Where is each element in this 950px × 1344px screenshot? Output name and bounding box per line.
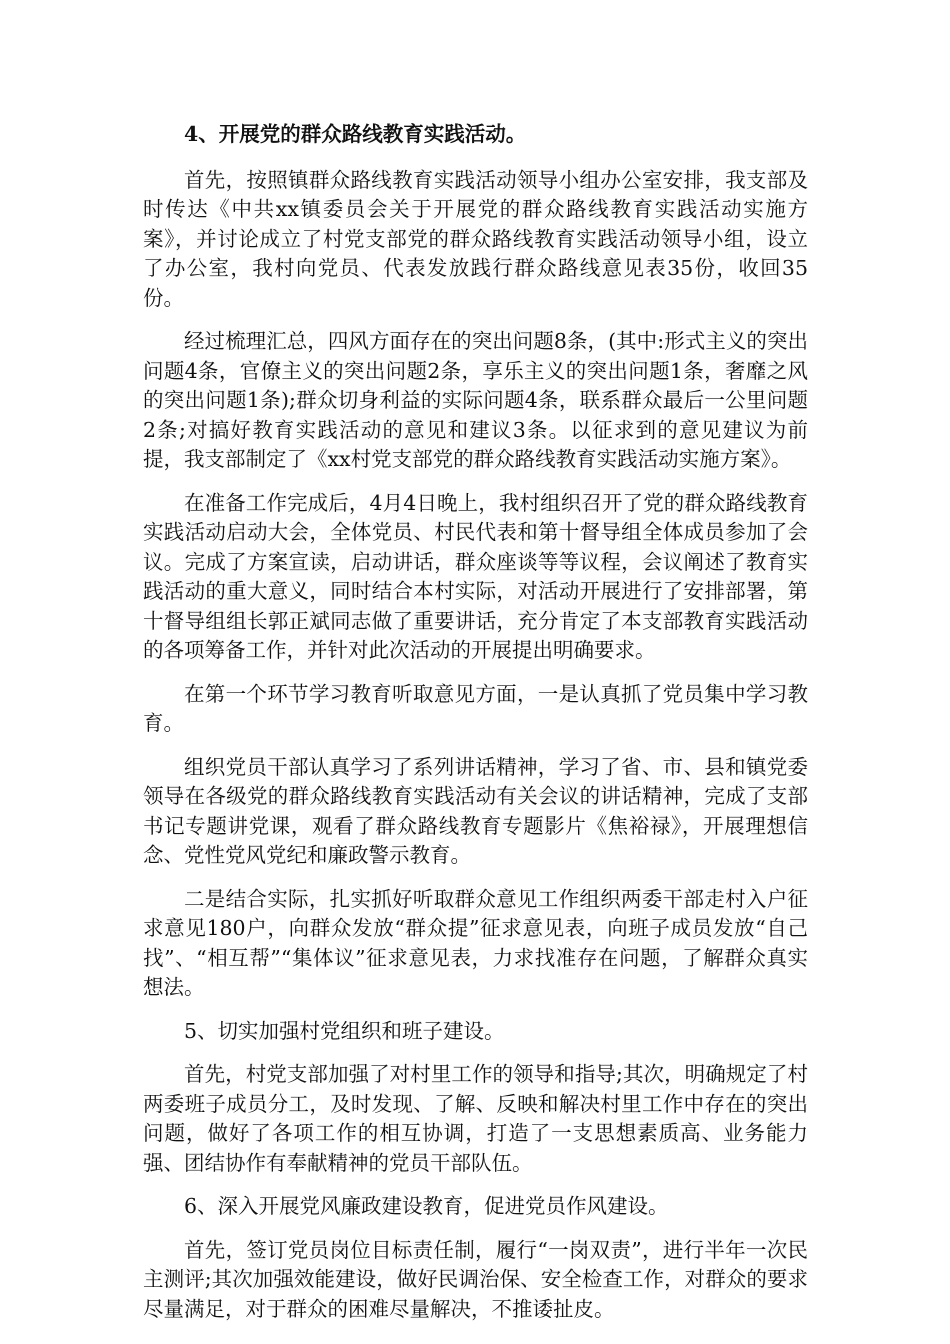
paragraph: 经过梳理汇总，四风方面存在的突出问题8条，(其中:形式主义的突出问题4条，官僚主义的突出问题2条，享乐主义的突出问题1条，奢靡之风的突出问题1条);群众切身利益的实际问题4条，联系群众最后一公里问题2条;对搞好教育实践活动的意见和建议3条。以征求到的意见建议为前提，我支部制定了《xx村党支部党的群众路线教育实践活动实施方案》。 [143,329,808,471]
section-heading-5: 5、切实加强村党组织和班子建设。 [184,1018,505,1043]
paragraph: 首先，签订党员岗位目标责任制，履行“一岗双责”，进行半年一次民主测评;其次加强效能建设，做好民调治保、安全检查工作，对群众的要求尽量满足，对于群众的困难尽量解决，不推诿扯皮。 [143,1237,808,1321]
paragraph: 在第一个环节学习教育听取意见方面，一是认真抓了党员集中学习教育。 [143,681,808,735]
section-heading-6: 6、深入开展党风廉政建设教育，促进党员作风建设。 [184,1194,669,1218]
section-heading-4: 4、开展党的群众路线教育实践活动。 [184,122,527,146]
paragraph: 首先，村党支部加强了对村里工作的领导和指导;其次，明确规定了村两委班子成员分工，及时发现、了解、反映和解决村里工作中存在的突出问题，做好了各项工作的相互协调，打造了一支思想素质高、业务能力强、团结协作有奉献精神的党员干部队伍。 [143,1062,808,1175]
paragraph: 二是结合实际，扎实抓好听取群众意见工作组织两委干部走村入户征求意见180户，向群众发放“群众提”征求意见表，向班子成员发放“自己找”、“相互帮”“集体议”征求意见表，力求找准存在问题，了解群众真实想法。 [143,886,808,999]
paragraph: 组织党员干部认真学习了系列讲话精神，学习了省、市、县和镇党委领导在各级党的群众路线教育实践活动有关会议的讲话精神，完成了支部书记专题讲党课，观看了群众路线教育专题影片《焦裕禄》，开展理想信念、党性党风党纪和廉政警示教育。 [143,754,808,867]
paragraph: 在准备工作完成后，4月4日晚上，我村组织召开了党的群众路线教育实践活动启动大会，全体党员、村民代表和第十督导组全体成员参加了会议。完成了方案宣读，启动讲话，群众座谈等等议程，会议阐述了教育实践活动的重大意义，同时结合本村实际，对活动开展进行了安排部署，第十督导组组长郭正斌同志做了重要讲话，充分肯定了本支部教育实践活动的各项筹备工作，并针对此次活动的开展提出明确要求。 [143,490,808,662]
document-body [143,120,808,1338]
paragraph: 首先，按照镇群众路线教育实践活动领导小组办公室安排，我支部及时传达《中共xx镇委员会关于开展党的群众路线教育实践活动实施方案》，并讨论成立了村党支部党的群众路线教育实践活动领导小组，设立了办公室，我村向党员、代表发放践行群众路线意见表35份，收回35份。 [143,167,808,310]
